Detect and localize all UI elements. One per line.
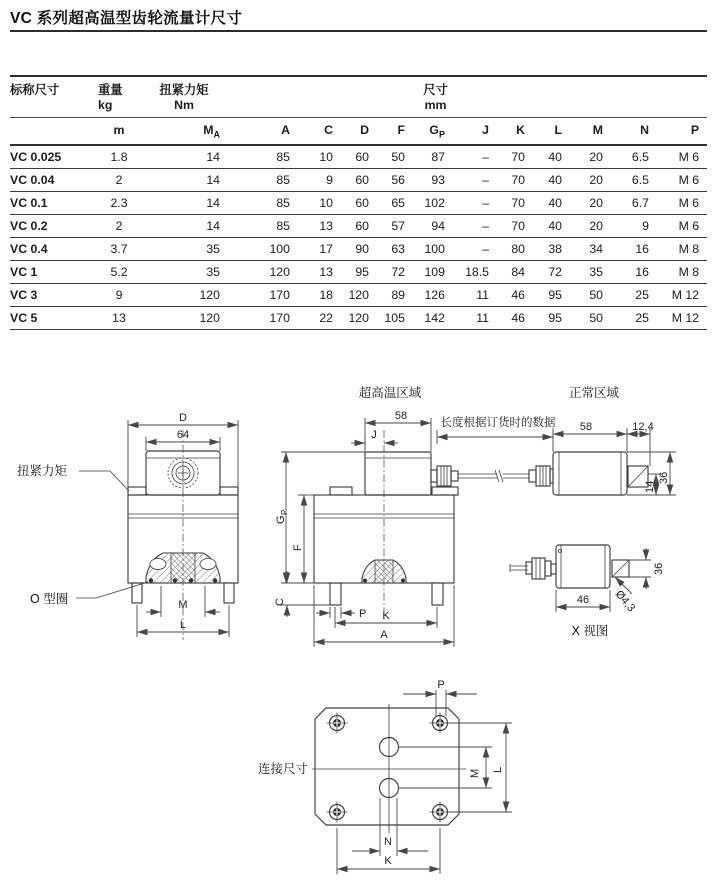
dim-label-plate-l [492,767,504,773]
cell-weight: 9 [98,284,148,307]
oring-callout-label: O 型圈 [30,592,69,606]
cell-a: 100 [228,238,298,261]
cell-m: 34 [570,238,611,261]
cell-torque: 120 [148,307,228,330]
subheader-empty [10,117,98,145]
svg-text:Ø4,3: Ø4,3 [612,588,638,615]
cell-nominal: VC 0.1 [10,192,98,215]
cell-p: M 12 [657,284,707,307]
cell-weight: 5.2 [98,261,148,284]
cell-j: – [453,215,497,238]
subheader-m2: M [570,117,611,145]
dimension-table [10,75,707,330]
bolt-hole [327,802,348,823]
cell-c: 13 [298,215,341,238]
cell-k: 70 [497,169,533,192]
cell-m: 50 [570,284,611,307]
svg-text:C: C [274,598,286,606]
gp-sub: P [438,129,445,140]
cell-k: 70 [497,192,533,215]
dim-label-plate-m [469,769,481,778]
cell-torque: 14 [148,192,228,215]
cell-d: 60 [341,169,377,192]
dim-label-p: P [359,608,367,620]
dim-label-amp-58: 58 [579,421,593,433]
cell-n: 6.5 [611,145,657,169]
dim-label-x-36 [653,563,665,575]
hot-zone-label: 超高温区域 [358,386,422,400]
cell-j: 11 [453,284,497,307]
subheader-k: K [497,117,533,145]
cell-j: – [453,169,497,192]
cell-torque: 14 [148,215,228,238]
cell-p: M 6 [657,169,707,192]
cell-a: 170 [228,284,298,307]
torque-unit: Nm [174,98,194,113]
cell-n: 25 [611,284,657,307]
technical-drawings [0,380,717,887]
cell-nominal: VC 0.4 [10,238,98,261]
cell-weight: 2 [98,169,148,192]
table-row [10,261,707,284]
connection-plate-drawing [258,679,512,874]
cell-j: – [453,192,497,215]
cell-a: 85 [228,215,298,238]
cell-l: 40 [533,215,570,238]
col-header-dims [228,76,707,117]
cell-l: 72 [533,261,570,284]
subheader-gp [413,117,453,145]
cell-torque: 120 [148,284,228,307]
cell-k: 84 [497,261,533,284]
cell-k: 46 [497,307,533,330]
ma-main: M [203,122,214,137]
cell-gp: 109 [413,261,453,284]
dims-unit: mm [424,98,447,113]
table-header-row-2 [10,117,707,145]
cell-l: 40 [533,169,570,192]
front-view-drawing [17,412,238,640]
cell-k: 46 [497,284,533,307]
cell-l: 40 [533,192,570,215]
connection-dims-label: 连接尺寸 [258,762,309,776]
cell-gp: 102 [413,192,453,215]
dim-label-plate-p: P [437,679,445,691]
cell-n: 25 [611,307,657,330]
subheader-a: A [228,117,298,145]
dim-label-m: M [178,599,188,611]
table-row [10,169,707,192]
title-rule [10,30,707,32]
gp-main: G [429,122,439,137]
cell-d: 90 [341,238,377,261]
cell-weight: 3.7 [98,238,148,261]
cell-p: M 8 [657,238,707,261]
cell-m: 50 [570,307,611,330]
dim-label-d: D [179,412,187,424]
cell-m: 20 [570,169,611,192]
dim-label-a: A [380,629,388,641]
dim-label-58: 58 [394,410,408,422]
cell-j: 18.5 [453,261,497,284]
dim-label-f [292,544,304,551]
cell-c: 9 [298,169,341,192]
subheader-ma [148,117,228,145]
cell-c: 18 [298,284,341,307]
subheader-p: P [657,117,707,145]
cell-p: M 8 [657,261,707,284]
cell-j: – [453,145,497,169]
table-row [10,215,707,238]
torque-label: 扭紧力矩 [159,83,209,97]
svg-text:L: L [492,766,504,773]
cell-gp: 93 [413,169,453,192]
cell-m: 20 [570,215,611,238]
subheader-j: J [453,117,497,145]
cell-weight: 13 [98,307,148,330]
cell-d: 60 [341,215,377,238]
cell-d: 95 [341,261,377,284]
cell-l: 40 [533,145,570,169]
cell-c: 10 [298,145,341,169]
ma-sub: A [213,129,220,140]
cell-c: 10 [298,192,341,215]
cell-l: 38 [533,238,570,261]
bolt-hole [430,713,451,734]
cell-f: 65 [377,192,413,215]
svg-text:14: 14 [644,480,656,493]
cell-a: 85 [228,169,298,192]
col-header-nominal: 标称尺寸 [10,76,98,117]
cell-f: 72 [377,261,413,284]
cell-gp: 87 [413,145,453,169]
cell-d: 120 [341,307,377,330]
dim-label-64: 64 [176,429,190,441]
cell-f: 63 [377,238,413,261]
svg-text:36: 36 [653,562,665,575]
subheader-n: N [611,117,657,145]
dim-label-diameter [613,588,638,614]
cell-d: 120 [341,284,377,307]
cell-n: 6.7 [611,192,657,215]
normal-zone-drawing [437,385,676,495]
cell-gp: 100 [413,238,453,261]
svg-text:F: F [292,544,304,551]
cell-c: 13 [298,261,341,284]
dim-label-l: L [179,619,187,631]
cell-gp: 142 [413,307,453,330]
cell-m: 20 [570,192,611,215]
bolt-hole [327,713,348,734]
cell-gp: 126 [413,284,453,307]
cell-f: 50 [377,145,413,169]
cell-p: M 6 [657,192,707,215]
table-body [10,145,707,330]
subheader-l: L [533,117,570,145]
table-row [10,192,707,215]
col-header-weight [98,76,148,117]
table-row [10,284,707,307]
cell-a: 85 [228,145,298,169]
cell-k: 70 [497,145,533,169]
svg-text:36: 36 [658,471,670,484]
dim-label-plate-k: K [384,855,392,867]
svg-text:M: M [469,768,481,778]
cell-n: 16 [611,261,657,284]
cell-a: 85 [228,192,298,215]
svg-text:P: P [280,509,289,515]
cell-torque: 14 [148,169,228,192]
col-header-torque [148,76,228,117]
subheader-c: C [298,117,341,145]
cell-nominal: VC 3 [10,284,98,307]
cell-nominal: VC 5 [10,307,98,330]
cell-a: 120 [228,261,298,284]
cell-n: 6.5 [611,169,657,192]
cell-l: 95 [533,284,570,307]
cell-m: 20 [570,145,611,169]
cell-f: 105 [377,307,413,330]
cell-torque: 14 [148,145,228,169]
cell-weight: 1.8 [98,145,148,169]
table-header-row-1 [10,76,707,117]
dim-label-14 [644,481,656,493]
cell-c: 17 [298,238,341,261]
cell-f: 89 [377,284,413,307]
cell-nominal: VC 1 [10,261,98,284]
cell-n: 9 [611,215,657,238]
cell-nominal: VC 0.04 [10,169,98,192]
subheader-d: D [341,117,377,145]
cell-f: 57 [377,215,413,238]
cell-p: M 6 [657,145,707,169]
cell-l: 95 [533,307,570,330]
cell-k: 80 [497,238,533,261]
cable-length-note: 长度根据订货时的数据 [440,417,556,429]
dim-label-j: J [371,429,377,441]
weight-label: 重量 [98,83,123,97]
cell-torque: 35 [148,238,228,261]
cell-torque: 35 [148,261,228,284]
cell-d: 60 [341,145,377,169]
subheader-f: F [377,117,413,145]
cell-p: M 12 [657,307,707,330]
table-row [10,238,707,261]
cell-d: 60 [341,192,377,215]
weight-unit: kg [98,98,113,113]
dim-label-124: 12,4 [632,421,654,433]
dim-label-c [274,598,286,606]
page-title: VC 系列超高温型齿轮流量计尺寸 [10,10,243,27]
svg-text:G: G [275,515,287,524]
cell-k: 70 [497,215,533,238]
cell-nominal: VC 0.025 [10,145,98,169]
cell-j: 11 [453,307,497,330]
dim-label-46: 46 [576,594,590,606]
cell-f: 56 [377,169,413,192]
cell-nominal: VC 0.2 [10,215,98,238]
x-view-label: X 视图 [571,624,609,638]
cell-m: 35 [570,261,611,284]
cell-p: M 6 [657,215,707,238]
cell-weight: 2.3 [98,192,148,215]
dim-label-gp [275,510,289,524]
cell-a: 170 [228,307,298,330]
cell-n: 16 [611,238,657,261]
cell-c: 22 [298,307,341,330]
x-view-drawing [510,545,665,638]
table-row [10,145,707,169]
subheader-m: m [98,117,148,145]
table-row [10,307,707,330]
dim-label-k: K [382,610,390,622]
dims-label: 尺寸 [423,83,448,97]
bolt-hole [430,802,451,823]
torque-callout-label: 扭紧力矩 [17,464,68,478]
dim-label-plate-n: N [384,836,392,848]
cell-j: – [453,238,497,261]
cell-gp: 94 [413,215,453,238]
cell-weight: 2 [98,215,148,238]
normal-zone-label: 正常区域 [568,386,620,400]
